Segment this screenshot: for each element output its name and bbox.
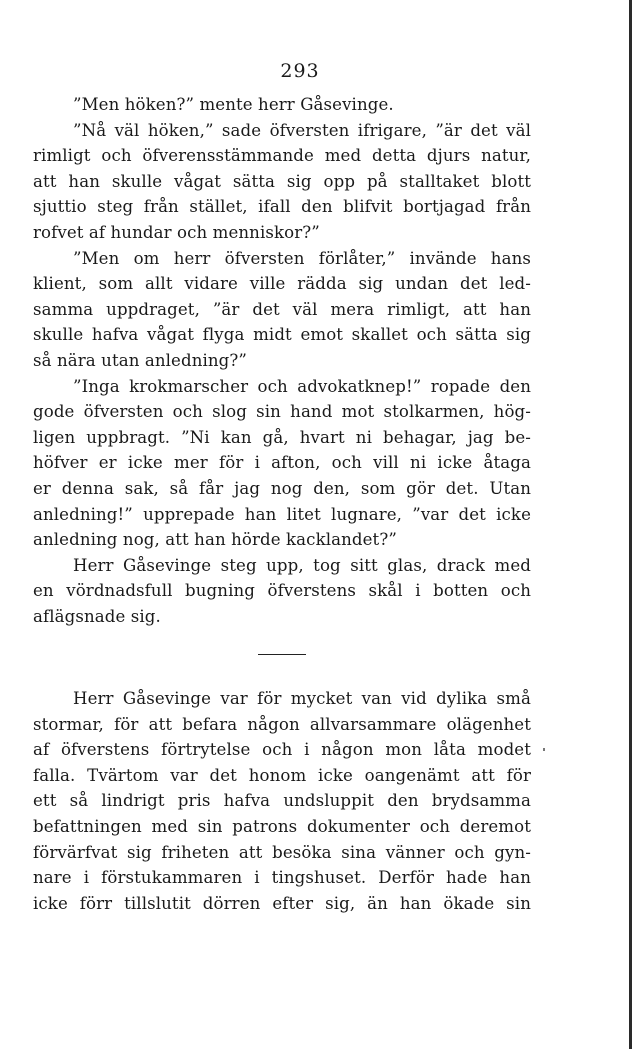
text-line: stormar, för att befara någon allvarsammare olägenhet	[33, 714, 531, 734]
text-line: ligen uppbragt. ”Ni kan gå, hvart ni behagar, jag be-	[33, 427, 531, 447]
text-line: er denna sak, så får jag nog den, som gör det. Utan	[33, 478, 531, 498]
text-line: af öfverstens förtrytelse och i någon mon låta modet	[33, 740, 531, 760]
text-line: aflägsnade sig.	[33, 606, 161, 626]
text-line: ”Men höken?” mente herr Gåsevinge.	[73, 95, 394, 114]
text-line: ”Inga krokmarscher och advokatknep!” ropade den	[73, 376, 531, 396]
print-speck	[543, 748, 545, 751]
text-line: gode öfversten och slog sin hand mot stolkarmen, hög-	[33, 402, 531, 422]
text-line: förvärfvat sig friheten att besöka sina vänner och gyn-	[33, 842, 531, 862]
text-block-dialogue	[33, 92, 531, 629]
section-separator	[258, 654, 306, 655]
text-line: anledning nog, att han hörde kacklandet?”	[33, 530, 397, 550]
text-line: nare i förstukammaren i tingshuset. Derför hade han	[33, 868, 531, 888]
text-line: ”Nå väl höken,” sade öfversten ifrigare, ”är det väl	[73, 120, 531, 140]
text-line: samma uppdraget, ”är det väl mera rimligt, att han	[33, 299, 531, 319]
text-line: sjuttio steg från stället, ifall den blifvit bortjagad från	[33, 197, 531, 217]
text-line: att han skulle vågat sätta sig opp på stalltaket blott	[33, 171, 531, 191]
text-line: Herr Gåsevinge var för mycket van vid dylika små	[73, 689, 531, 708]
text-line: ”Men om herr öfversten förlåter,” invände hans	[73, 248, 531, 268]
text-line: rofvet af hundar och menniskor?”	[33, 222, 320, 242]
text-line: så nära utan anledning?”	[33, 350, 247, 370]
text-line: Herr Gåsevinge steg upp, tog sitt glas, drack med	[73, 555, 531, 575]
text-line: ett så lindrigt pris hafva undsluppit den brydsamma	[33, 791, 531, 811]
text-block-narrative	[33, 686, 531, 916]
text-line: anledning!” upprepade han litet lugnare, ”var det icke	[33, 504, 531, 524]
page-number: 293	[280, 60, 320, 82]
text-line: icke förr tillslutit dörren efter sig, än han ökade sin	[33, 893, 531, 913]
text-line: höfver er icke mer för i afton, och vill ni icke åtaga	[33, 453, 531, 473]
text-line: klient, som allt vidare ville rädda sig undan det led-	[33, 274, 531, 294]
text-line: befattningen med sin patrons dokumenter och deremot	[33, 816, 531, 836]
text-line: rimligt och öfverensstämmande med detta djurs natur,	[33, 146, 531, 166]
text-line: skulle hafva vågat flyga midt emot skallet och sätta sig	[33, 325, 531, 345]
text-line: falla. Tvärtom var det honom icke oangenämt att för	[33, 765, 531, 785]
text-line: en vördnadsfull bugning öfverstens skål i botten och	[33, 581, 531, 601]
